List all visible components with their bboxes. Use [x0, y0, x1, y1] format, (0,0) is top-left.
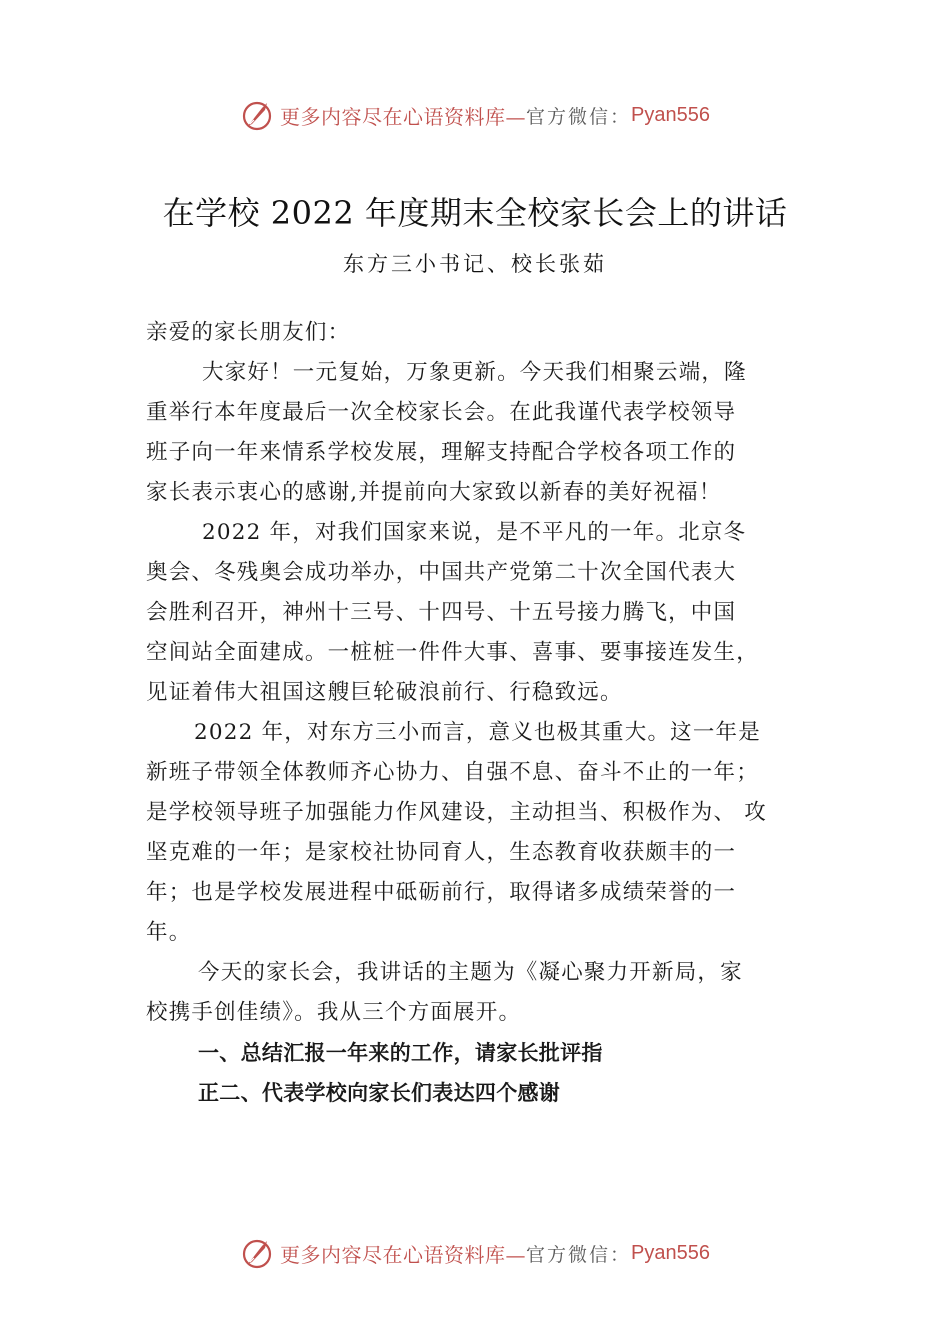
quill-logo-icon — [240, 98, 274, 132]
paragraph-line: 坚克难的一年；是家校社协同育人，生态教育收获颇丰的一 — [146, 840, 737, 865]
paragraph-line: 新班子带领全体教师齐心协力、自强不息、奋斗不止的一年； — [146, 760, 759, 785]
wechat-id: Pyan556 — [631, 1241, 710, 1264]
paragraph-line: 家长表示衷心的感谢,并提前向大家致以新春的美好祝福！ — [146, 480, 722, 505]
section-heading: 一、总结汇报一年来的工作，请家长批评指 — [198, 1041, 603, 1065]
paragraph-line: 年；也是学校发展进程中砥砺前行，取得诸多成绩荣誉的一 — [146, 880, 737, 905]
wechat-label: 官方微信： — [526, 1243, 632, 1266]
document-title: 在学校 2022 年度期末全校家长会上的讲话 — [162, 194, 788, 232]
section-heading: 正二、代表学校向家长们表达四个感谢 — [198, 1081, 561, 1105]
document-subtitle: 东方三小书记、校长张茹 — [343, 252, 607, 276]
banner-text: 更多内容尽在心语资料库— — [280, 104, 526, 129]
paragraph-line: 重举行本年度最后一次全校家长会。在此我谨代表学校领导 — [146, 400, 737, 425]
salutation: 亲爱的家长朋友们： — [146, 320, 351, 345]
paragraph-line: 2022 年，对东方三小而言，意义也极其重大。这一年是 — [194, 720, 761, 745]
paragraph-line: 今天的家长会，我讲话的主题为《凝心聚力开新局，家 — [198, 960, 743, 985]
footer-banner — [0, 1233, 950, 1273]
header-banner — [0, 95, 950, 135]
banner-text: 更多内容尽在心语资料库— — [280, 1242, 526, 1267]
paragraph-line: 班子向一年来情系学校发展，理解支持配合学校各项工作的 — [146, 440, 737, 465]
paragraph-line: 见证着伟大祖国这艘巨轮破浪前行、行稳致远。 — [146, 680, 623, 705]
paragraph-line: 是学校领导班子加强能力作风建设，主动担当、积极作为、 攻 — [146, 800, 767, 825]
paragraph-line: 年。 — [146, 920, 192, 945]
wechat-label: 官方微信： — [526, 105, 632, 128]
document-body — [146, 313, 814, 1113]
paragraph-line: 奥会、冬残奥会成功举办，中国共产党第二十次全国代表大 — [146, 560, 737, 585]
paragraph-line: 2022 年，对我们国家来说，是不平凡的一年。北京冬 — [202, 520, 747, 545]
wechat-id: Pyan556 — [631, 103, 710, 126]
paragraph-line: 会胜利召开，神州十三号、十四号、十五号接力腾飞，中国 — [146, 600, 737, 625]
paragraph-line: 空间站全面建成。一桩桩一件件大事、喜事、要事接连发生， — [146, 640, 759, 665]
paragraph-line: 校携手创佳绩》。我从三个方面展开。 — [146, 1000, 522, 1025]
quill-logo-icon — [240, 1236, 274, 1270]
paragraph-line: 大家好！一元复始，万象更新。今天我们相聚云端，隆 — [202, 360, 747, 385]
